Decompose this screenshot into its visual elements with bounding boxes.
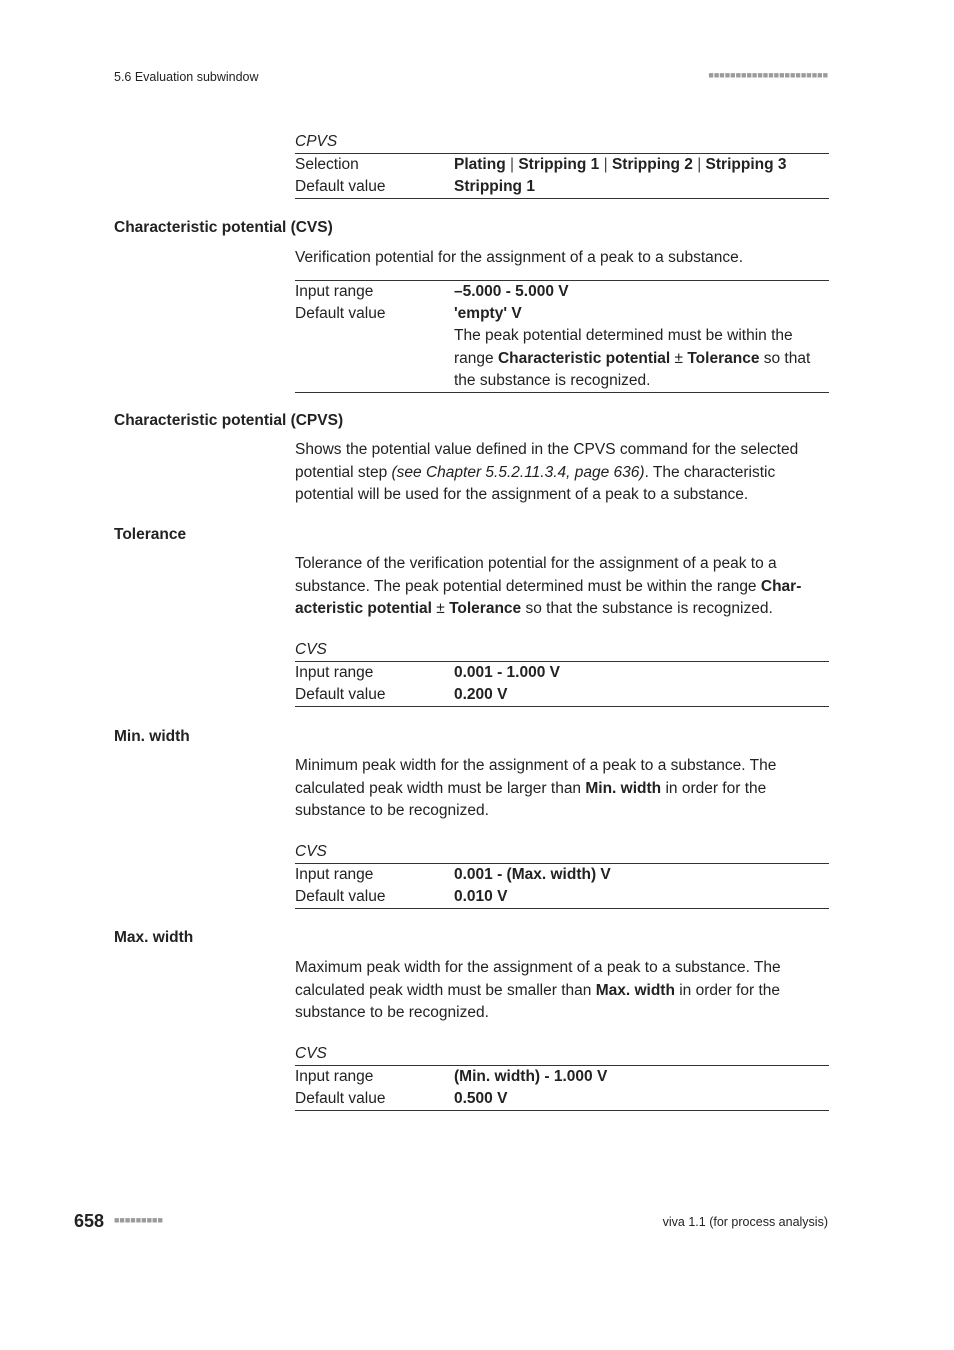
cvs-parameter-table [295,280,829,393]
max-width-table-block [295,1043,829,1111]
min-width-parameter-table [295,863,829,909]
default-value: Stripping 1 [454,178,535,196]
tolerance-table-block [295,639,829,707]
selection-options: Plating | Stripping 1 | Stripping 2 | Stripping 3 [454,156,787,173]
header-decoration: ■■■■■■■■■■■■■■■■■■■■■■ [708,70,828,80]
table-caption: CVS [295,641,327,658]
heading-min-width: Min. width [114,728,190,745]
default-value: 0.200 V [454,686,508,704]
row-label: Input range [295,866,374,883]
product-name: viva 1.1 (for process analysis) [662,1215,828,1229]
default-value: 'empty' V [454,305,522,323]
cpvs-selection-table-block [295,131,829,199]
table-row [295,662,829,684]
row-label: Selection [295,156,359,173]
heading-characteristic-potential-cpvs: Characteristic potential (CPVS) [114,412,344,429]
default-value: 0.500 V [454,1090,508,1108]
row-label: Default value [295,686,386,704]
chapter-reference: (see Chapter 5.5.2.11.3.4, page 636) [391,463,645,481]
description-max-width: Maximum peak width for the assignment of a peak to a substance. The calculated peak width must be smaller than Max. width in order for the substance to be recognized. [295,959,781,1021]
heading-characteristic-potential-cvs: Characteristic potential (CVS) [114,219,333,236]
table-row [295,1088,829,1110]
table-row [295,886,829,908]
table-caption: CVS [295,1045,327,1062]
default-value-cell [454,303,829,392]
page-number: 658 [74,1211,105,1231]
row-label: Input range [295,1068,374,1085]
row-label: Input range [295,664,374,681]
cvs-table-block [295,280,829,393]
table-row [295,303,829,392]
option-plating: Plating [454,156,506,173]
input-range-value: 0.001 - (Max. width) V [454,866,611,883]
default-value-note: The peak potential determined must be within the range Characteristic potential ± Tolerance so that the substance is recognized. [454,327,811,389]
table-caption: CPVS [295,133,338,150]
option-stripping-1: Stripping 1 [518,156,600,173]
table-row [295,176,829,198]
description-min-width: Minimum peak width for the assignment of a peak to a substance. The calculated peak width must be larger than Min. width in order for the substance to be recognized. [295,757,777,819]
min-width-table-block [295,841,829,909]
row-label: Default value [295,888,386,906]
running-header-section: 5.6 Evaluation subwindow [114,70,259,84]
table-row [295,154,829,176]
row-label: Input range [295,283,374,300]
table-row [295,1066,829,1088]
default-value: 0.010 V [454,888,508,906]
description-cpvs: Shows the potential value defined in the CPVS command for the selected potential step (see Chapter 5.5.2.11.3.4, page 636). The characteristic potential will be used for the assignment of a peak to a substance. [295,441,799,503]
input-range-value: –5.000 - 5.000 V [454,283,569,300]
table-caption: CVS [295,843,327,860]
row-label: Default value [295,1090,386,1108]
cpvs-selection-table [295,153,829,199]
description-cvs: Verification potential for the assignment of a peak to a substance. [295,249,744,266]
input-range-value: 0.001 - 1.000 V [454,664,560,681]
table-row [295,864,829,886]
table-row [295,684,829,706]
max-width-parameter-table [295,1065,829,1111]
description-tolerance: Tolerance of the verification potential for the assignment of a peak to a substance. The peak potential determined must be within the range Characteristic potential ± Tolerance so that the substance is recognized. [295,555,802,617]
table-row [295,281,829,303]
heading-max-width: Max. width [114,929,194,946]
option-stripping-3: Stripping 3 [705,156,787,173]
heading-tolerance: Tolerance [114,526,187,543]
input-range-value: (Min. width) - 1.000 V [454,1068,608,1085]
footer-decoration: ■■■■■■■■■ [114,1215,163,1225]
tolerance-parameter-table [295,661,829,707]
option-stripping-2: Stripping 2 [611,156,693,173]
row-label: Default value [295,178,386,196]
row-label: Default value [295,305,386,323]
